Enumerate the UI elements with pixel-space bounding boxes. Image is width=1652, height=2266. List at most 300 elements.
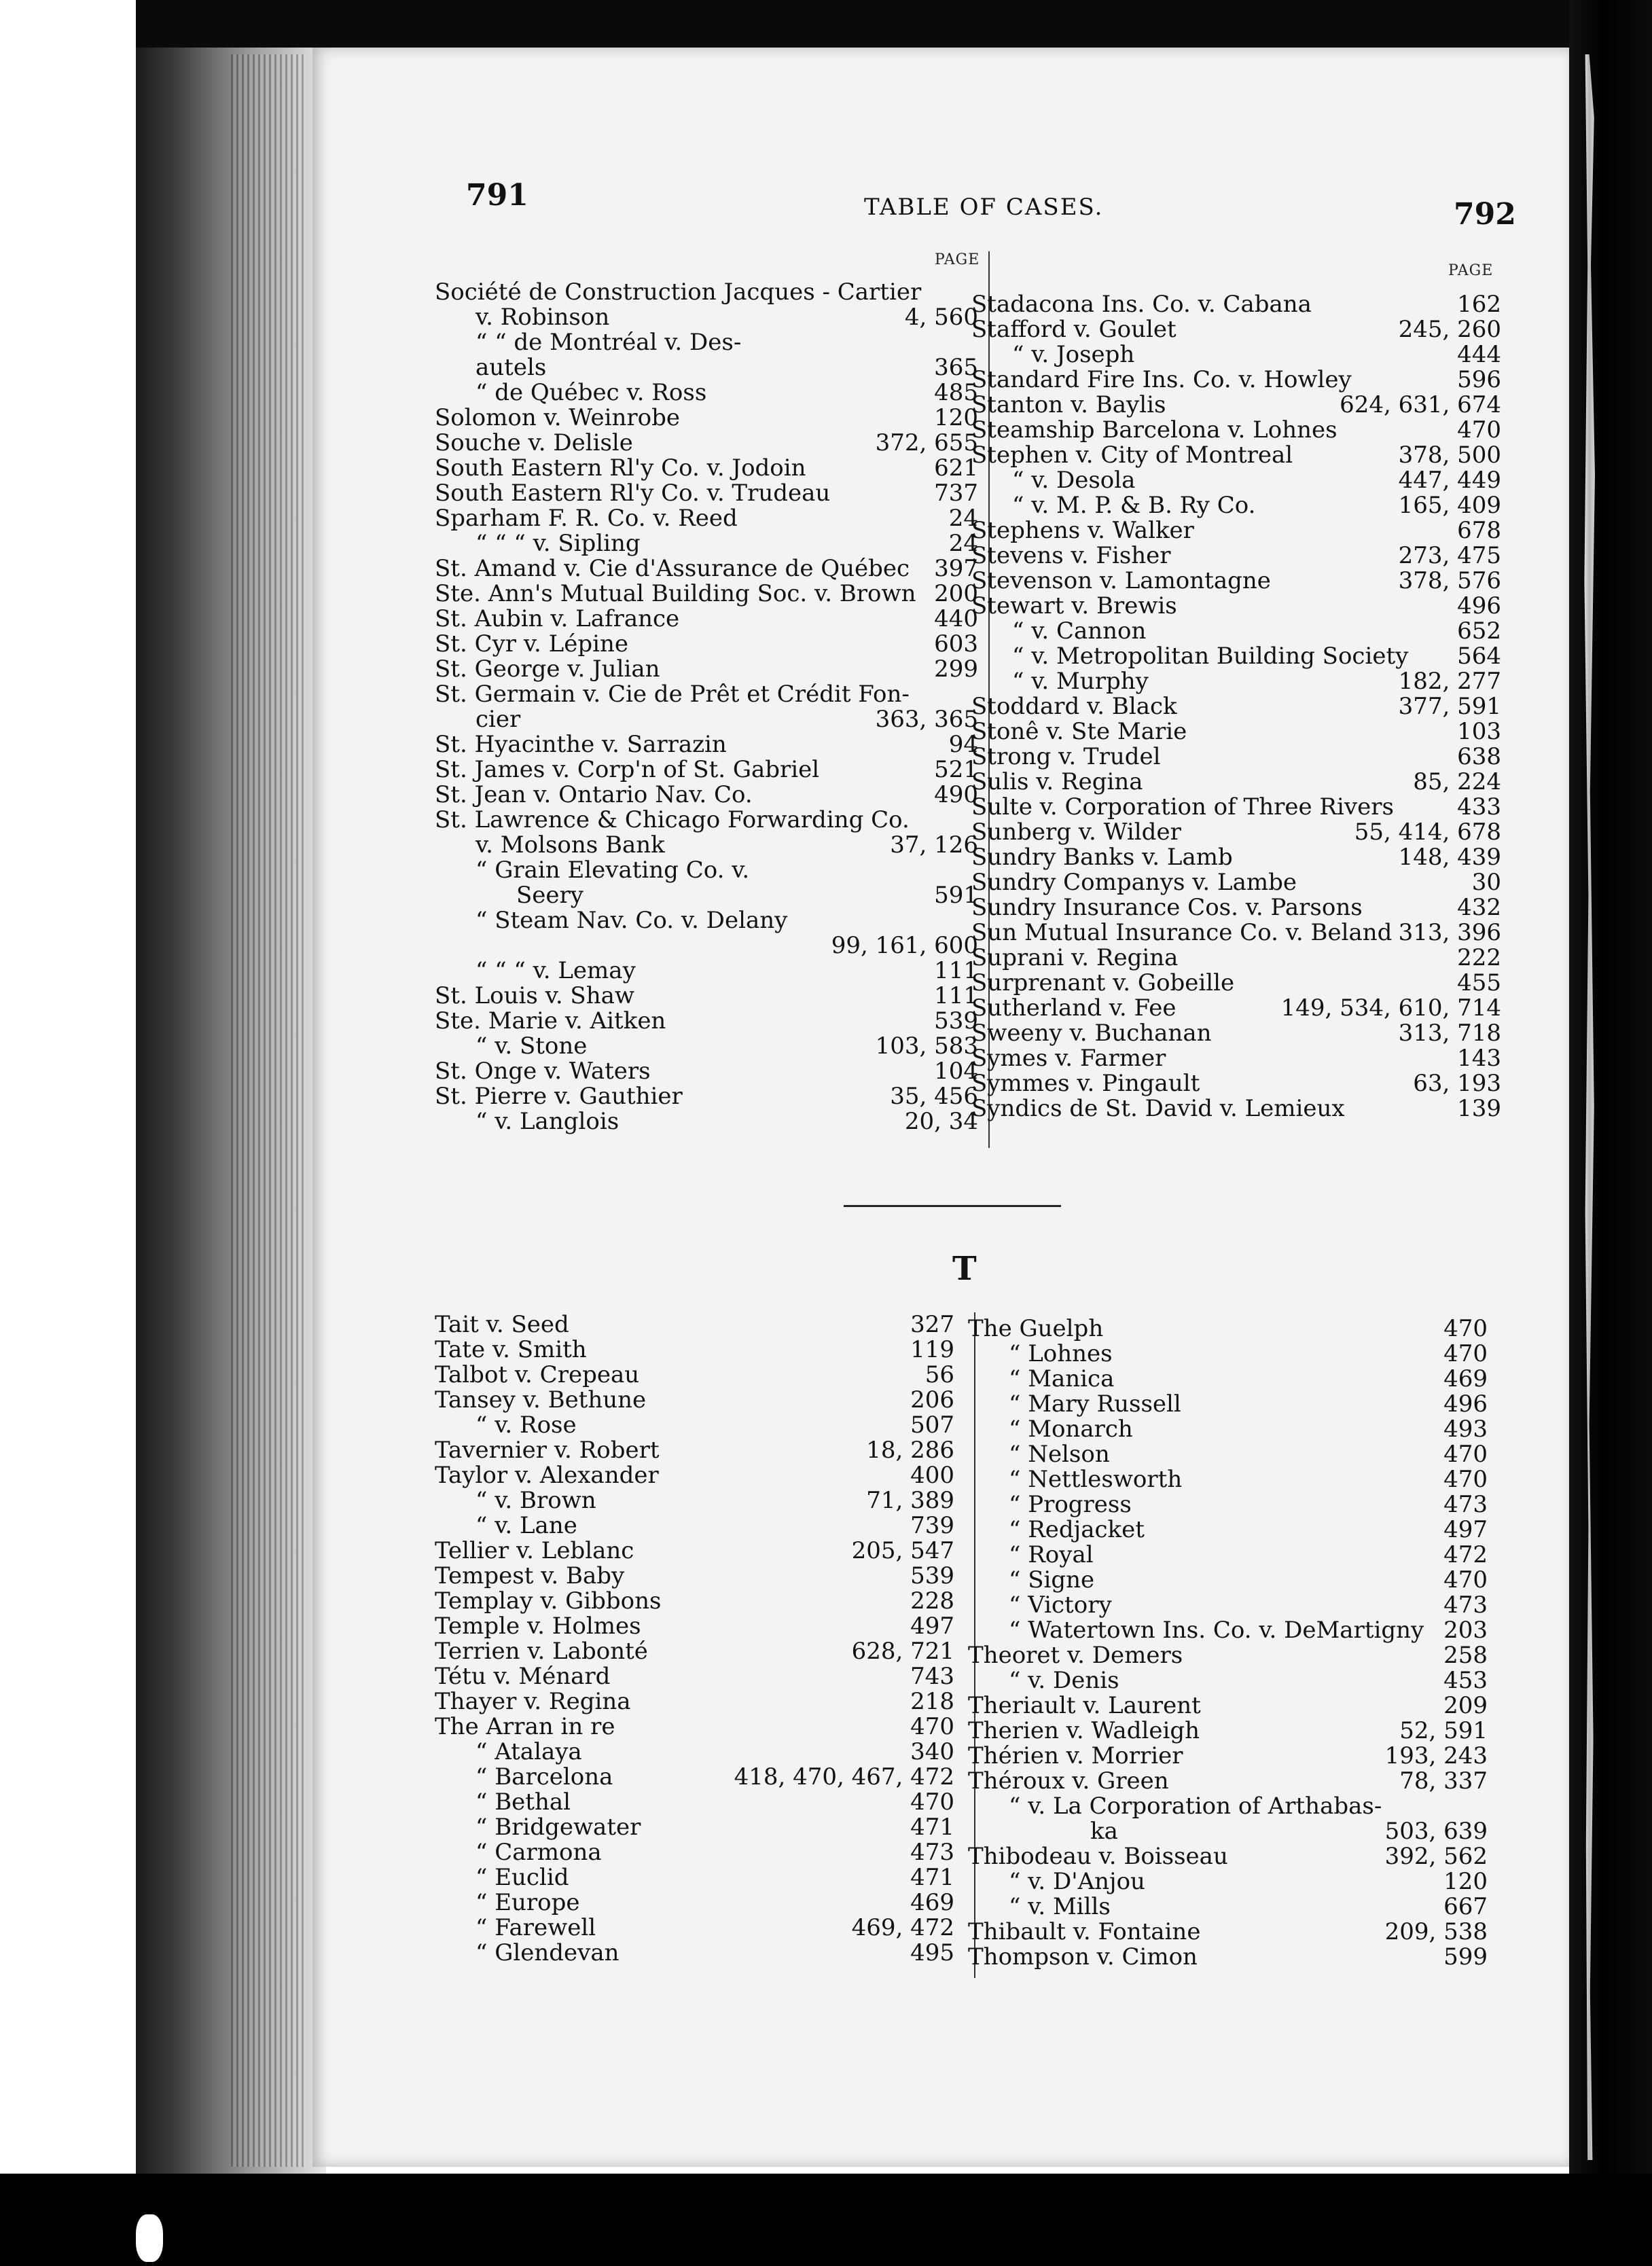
index-entry — [435, 581, 978, 607]
case-name: Sulis v. Regina — [971, 768, 1143, 795]
case-name: St. Hyacinthe v. Sarrazin — [435, 731, 727, 758]
index-entry — [971, 795, 1501, 820]
case-pages: 120 — [934, 404, 978, 431]
case-name: Terrien v. Labonté — [435, 1638, 648, 1665]
index-entry — [435, 1438, 954, 1463]
index-entry — [971, 971, 1501, 996]
case-name: Taylor v. Alexander — [435, 1462, 659, 1489]
case-name: Thibault v. Fontaine — [968, 1918, 1201, 1945]
case-name: “ “ de Montréal v. Des- — [475, 329, 742, 356]
case-name: “ Manica — [1009, 1365, 1115, 1392]
case-name: ka — [1090, 1818, 1118, 1845]
case-name: Syndics de St. David v. Lemieux — [971, 1095, 1345, 1122]
index-entry — [435, 808, 978, 833]
index-entry — [971, 493, 1501, 518]
case-name: “ “ “ v. Sipling — [475, 530, 641, 557]
case-pages: 470 — [1443, 1466, 1488, 1493]
index-entry — [435, 556, 978, 581]
index-entry — [435, 1890, 954, 1916]
case-name: Tavernier v. Robert — [435, 1437, 660, 1464]
case-pages: 209 — [1443, 1692, 1488, 1719]
index-entry — [971, 920, 1501, 946]
case-name: Société de Construction Jacques - Cartier — [435, 278, 922, 306]
scan-margin-left — [0, 0, 136, 2266]
case-name: “ v. Rose — [475, 1411, 577, 1439]
case-pages: 193, 243 — [1384, 1742, 1488, 1769]
case-pages: 652 — [1457, 617, 1501, 645]
case-name: autels — [475, 354, 547, 381]
case-name: Stafford v. Goulet — [971, 316, 1177, 343]
case-name: “ v. Denis — [1009, 1667, 1119, 1694]
case-name: “ Victory — [1009, 1591, 1112, 1619]
book-page-edge-stripes — [231, 54, 306, 2167]
case-name: “ v. Stone — [475, 1032, 588, 1060]
case-name: Symmes v. Pingault — [971, 1070, 1200, 1097]
case-name: “ Redjacket — [1009, 1516, 1145, 1543]
case-pages: 24 — [948, 505, 978, 532]
index-entry — [971, 468, 1501, 493]
index-entry — [435, 456, 978, 481]
case-name: “ v. Langlois — [475, 1108, 620, 1135]
case-name: “ v. Mills — [1009, 1893, 1111, 1920]
case-name: “ Royal — [1009, 1541, 1094, 1568]
case-pages: 432 — [1457, 894, 1501, 921]
case-name: “ Carmona — [475, 1839, 602, 1866]
case-pages: 200 — [934, 580, 978, 607]
index-entry — [435, 1941, 954, 1966]
index-entry — [435, 1413, 954, 1438]
case-name: Seery — [516, 882, 583, 909]
case-name: Strong v. Trudel — [971, 743, 1161, 770]
case-pages: 418, 470, 467, 472 — [734, 1763, 954, 1791]
case-pages: 473 — [910, 1839, 954, 1866]
index-entry — [971, 518, 1501, 543]
index-entry — [435, 958, 978, 984]
case-pages: 596 — [1457, 366, 1501, 393]
case-pages: 78, 337 — [1399, 1767, 1488, 1795]
index-entry — [435, 1564, 954, 1589]
index-entry — [435, 1109, 978, 1134]
index-entry — [971, 1071, 1501, 1096]
case-pages: 440 — [934, 605, 978, 632]
index-entry — [968, 1392, 1488, 1417]
case-pages: 111 — [934, 982, 978, 1009]
case-name: Temple v. Holmes — [435, 1613, 641, 1640]
index-entry — [435, 1714, 954, 1740]
case-pages: 497 — [1443, 1516, 1488, 1543]
case-pages: 143 — [1457, 1045, 1501, 1072]
index-entry — [968, 1744, 1488, 1769]
case-pages: 340 — [910, 1738, 954, 1765]
case-name: Thayer v. Regina — [435, 1688, 631, 1715]
case-pages: 85, 224 — [1413, 768, 1501, 795]
case-pages: 37, 126 — [890, 831, 978, 859]
case-name: Symes v. Farmer — [971, 1045, 1166, 1072]
case-pages: 521 — [934, 756, 978, 783]
case-pages: 470 — [1443, 1566, 1488, 1594]
case-name: “ Steam Nav. Co. v. Delany — [475, 907, 788, 934]
case-pages: 111 — [934, 957, 978, 984]
index-entry — [971, 744, 1501, 770]
index-entry — [971, 770, 1501, 795]
index-entry — [971, 1096, 1501, 1121]
index-entry — [971, 619, 1501, 644]
case-pages: 470 — [1443, 1340, 1488, 1367]
index-entry — [971, 820, 1501, 845]
index-entry — [435, 1363, 954, 1388]
section-letter-t: T — [952, 1250, 977, 1288]
index-entry — [968, 1467, 1488, 1492]
case-name: Thérien v. Morrier — [968, 1742, 1183, 1769]
case-pages: 218 — [910, 1688, 954, 1715]
index-entry — [971, 569, 1501, 594]
index-entry — [968, 1668, 1488, 1693]
index-entry — [968, 1693, 1488, 1719]
index-entry — [968, 1894, 1488, 1920]
case-pages: 667 — [1443, 1893, 1488, 1920]
case-pages: 624, 631, 674 — [1340, 391, 1501, 418]
case-name: Stephens v. Walker — [971, 517, 1194, 544]
index-entry — [435, 1539, 954, 1564]
case-name: “ Barcelona — [475, 1763, 613, 1791]
case-pages: 273, 475 — [1398, 542, 1501, 569]
index-entry — [435, 1337, 954, 1363]
case-pages: 603 — [934, 630, 978, 658]
case-pages: 473 — [1443, 1491, 1488, 1518]
case-pages: 18, 286 — [866, 1437, 954, 1464]
case-pages: 621 — [934, 454, 978, 482]
index-entry — [435, 783, 978, 808]
index-entry — [968, 1869, 1488, 1894]
case-pages: 469, 472 — [851, 1914, 954, 1941]
case-name: “ v. La Corporation of Arthabas- — [1009, 1793, 1382, 1820]
case-name: “ Nettlesworth — [1009, 1466, 1183, 1493]
case-name: The Arran in re — [435, 1713, 615, 1740]
index-entry — [435, 531, 978, 556]
index-entry — [971, 342, 1501, 367]
case-pages: 245, 260 — [1398, 316, 1501, 343]
case-name: Stevens v. Fisher — [971, 542, 1171, 569]
case-pages: 564 — [1457, 643, 1501, 670]
case-name: Stoddard v. Black — [971, 693, 1177, 720]
case-name: Stadacona Ins. Co. v. Cabana — [971, 291, 1312, 318]
index-entry — [971, 669, 1501, 694]
case-pages: 94 — [948, 731, 978, 758]
case-pages: 99, 161, 600 — [831, 932, 978, 959]
case-name: Tellier v. Leblanc — [435, 1537, 634, 1564]
case-name: Stanton v. Baylis — [971, 391, 1166, 418]
case-pages: 392, 562 — [1384, 1843, 1488, 1870]
case-name: St. Onge v. Waters — [435, 1058, 651, 1085]
scan-border-bottom — [0, 2174, 1652, 2266]
index-entry — [435, 1084, 978, 1109]
index-entry — [435, 330, 978, 355]
index-entry — [971, 996, 1501, 1021]
index-entry — [968, 1769, 1488, 1794]
index-entry — [435, 1388, 954, 1413]
case-name: “ Euclid — [475, 1864, 569, 1891]
case-pages: 397 — [934, 555, 978, 582]
index-entry — [971, 1021, 1501, 1046]
index-entry — [968, 1568, 1488, 1593]
case-pages: 119 — [910, 1336, 954, 1363]
case-name: Tait v. Seed — [435, 1311, 569, 1338]
case-name: cier — [475, 706, 521, 733]
case-pages: 433 — [1457, 793, 1501, 821]
case-pages: 377, 591 — [1398, 693, 1501, 720]
case-name: St. Louis v. Shaw — [435, 982, 634, 1009]
case-pages: 453 — [1443, 1667, 1488, 1694]
case-pages: 539 — [910, 1562, 954, 1589]
case-pages: 52, 591 — [1399, 1717, 1488, 1744]
case-name: Thibodeau v. Boisseau — [968, 1843, 1228, 1870]
case-pages: 591 — [934, 882, 978, 909]
index-entry — [968, 1543, 1488, 1568]
index-entry — [435, 1639, 954, 1664]
index-entry — [435, 858, 978, 883]
case-name: “ Bridgewater — [475, 1814, 641, 1841]
case-pages: 20, 34 — [904, 1108, 978, 1135]
index-entry — [435, 355, 978, 380]
index-entry — [435, 607, 978, 632]
case-name: “ v. M. P. & B. Ry Co. — [1012, 492, 1256, 519]
case-name: “ Atalaya — [475, 1738, 582, 1765]
index-entry — [435, 1463, 954, 1488]
index-entry — [971, 594, 1501, 619]
case-pages: 365 — [934, 354, 978, 381]
index-entry — [435, 431, 978, 456]
case-name: Solomon v. Weinrobe — [435, 404, 680, 431]
case-pages: 209, 538 — [1384, 1918, 1488, 1945]
case-name: Ste. Marie v. Aitken — [435, 1007, 666, 1035]
case-name: “ Lohnes — [1009, 1340, 1113, 1367]
case-pages: 400 — [910, 1462, 954, 1489]
case-pages: 30 — [1471, 869, 1501, 896]
scan-border-top — [136, 0, 1569, 48]
case-name: Stevenson v. Lamontagne — [971, 567, 1271, 594]
case-pages: 739 — [910, 1512, 954, 1539]
case-pages: 313, 396 — [1398, 919, 1501, 946]
case-name: Stonê v. Ste Marie — [971, 718, 1187, 745]
case-name: St. Pierre v. Gauthier — [435, 1083, 683, 1110]
case-name: “ Farewell — [475, 1914, 596, 1941]
page-number-left: 791 — [466, 178, 528, 213]
index-entry — [971, 870, 1501, 895]
case-pages: 470 — [1457, 416, 1501, 444]
page-number-right: 792 — [1454, 197, 1516, 232]
index-entry — [435, 1034, 978, 1059]
case-pages: 120 — [1443, 1868, 1488, 1895]
case-name: Steamship Barcelona v. Lohnes — [971, 416, 1337, 444]
case-pages: 472 — [1443, 1541, 1488, 1568]
index-entry — [968, 1492, 1488, 1517]
case-pages: 222 — [1457, 944, 1501, 971]
case-name: Talbot v. Crepeau — [435, 1361, 640, 1388]
case-name: “ Mary Russell — [1009, 1390, 1181, 1418]
case-name: “ Nelson — [1009, 1441, 1110, 1468]
case-pages: 503, 639 — [1384, 1818, 1488, 1845]
case-name: Surprenant v. Gobeille — [971, 969, 1235, 996]
case-pages: 628, 721 — [851, 1638, 954, 1665]
index-entry — [971, 719, 1501, 744]
ink-blot — [136, 2214, 163, 2262]
index-column-s-right — [971, 292, 1501, 1121]
case-name: Théroux v. Green — [968, 1767, 1169, 1795]
case-name: “ Europe — [475, 1889, 580, 1916]
index-entry — [968, 1819, 1488, 1844]
index-entry — [971, 946, 1501, 971]
case-pages: 447, 449 — [1398, 467, 1501, 494]
case-pages: 35, 456 — [890, 1083, 978, 1110]
case-name: “ v. Joseph — [1012, 341, 1135, 368]
case-name: Sun Mutual Insurance Co. v. Beland — [971, 919, 1393, 946]
case-pages: 327 — [910, 1311, 954, 1338]
index-entry — [435, 481, 978, 506]
index-entry — [971, 418, 1501, 443]
index-entry — [435, 682, 978, 707]
index-entry — [971, 393, 1501, 418]
case-pages: 470 — [1443, 1441, 1488, 1468]
case-name: St. Lawrence & Chicago Forwarding Co. — [435, 806, 910, 833]
index-entry — [971, 1046, 1501, 1071]
case-name: “ Signe — [1009, 1566, 1095, 1594]
case-name: Templay v. Gibbons — [435, 1587, 662, 1615]
case-pages: 378, 500 — [1398, 442, 1501, 469]
scan-border-right — [1569, 0, 1652, 2266]
case-pages: 149, 534, 610, 714 — [1280, 994, 1501, 1022]
case-name: St. Jean v. Ontario Nav. Co. — [435, 781, 753, 808]
case-name: Tansey v. Bethune — [435, 1386, 647, 1414]
case-pages: 495 — [910, 1939, 954, 1966]
index-entry — [968, 1844, 1488, 1869]
case-pages: 471 — [910, 1864, 954, 1891]
case-pages: 444 — [1457, 341, 1501, 368]
index-entry — [971, 543, 1501, 569]
case-pages: 4, 560 — [904, 304, 978, 331]
case-name: “ v. Lane — [475, 1512, 577, 1539]
index-entry — [968, 1342, 1488, 1367]
case-name: South Eastern Rl'y Co. v. Trudeau — [435, 480, 831, 507]
case-pages: 737 — [934, 480, 978, 507]
case-pages: 63, 193 — [1413, 1070, 1501, 1097]
case-pages: 455 — [1457, 969, 1501, 996]
case-pages: 104 — [934, 1058, 978, 1085]
case-pages: 182, 277 — [1398, 668, 1501, 695]
case-pages: 103, 583 — [875, 1032, 978, 1060]
case-pages: 363, 365 — [875, 706, 978, 733]
index-entry — [971, 292, 1501, 317]
case-pages: 469 — [910, 1889, 954, 1916]
case-name: St. Germain v. Cie de Prêt et Crédit Fon- — [435, 681, 910, 708]
index-entry — [435, 984, 978, 1009]
index-entry — [971, 694, 1501, 719]
case-name: Theoret v. Demers — [968, 1642, 1183, 1669]
case-name: Sutherland v. Fee — [971, 994, 1177, 1022]
case-pages: 206 — [910, 1386, 954, 1414]
case-pages: 471 — [910, 1814, 954, 1841]
index-entry — [435, 1488, 954, 1513]
case-pages: 258 — [1443, 1642, 1488, 1669]
case-pages: 678 — [1457, 517, 1501, 544]
case-pages: 165, 409 — [1398, 492, 1501, 519]
case-name: Tétu v. Ménard — [435, 1663, 611, 1690]
index-entry — [435, 1815, 954, 1840]
case-name: Stewart v. Brewis — [971, 592, 1177, 619]
case-pages: 299 — [934, 655, 978, 683]
index-entry — [435, 908, 978, 933]
case-name: “ v. Desola — [1012, 467, 1136, 494]
case-name: “ v. Metropolitan Building Society — [1012, 643, 1409, 670]
case-pages: 313, 718 — [1398, 1020, 1501, 1047]
index-entry — [435, 1840, 954, 1865]
index-entry — [435, 883, 978, 908]
index-entry — [435, 1589, 954, 1614]
case-pages: 490 — [934, 781, 978, 808]
index-entry — [435, 406, 978, 431]
index-entry — [968, 1316, 1488, 1342]
case-pages: 496 — [1457, 592, 1501, 619]
index-entry — [971, 317, 1501, 342]
index-entry — [435, 1740, 954, 1765]
case-pages: 56 — [924, 1361, 954, 1388]
index-entry — [971, 367, 1501, 393]
case-name: St. George v. Julian — [435, 655, 660, 683]
index-entry — [435, 1664, 954, 1689]
case-name: Sparham F. R. Co. v. Reed — [435, 505, 738, 532]
case-name: Standard Fire Ins. Co. v. Howley — [971, 366, 1352, 393]
case-pages: 103 — [1457, 718, 1501, 745]
case-name: Sweeny v. Buchanan — [971, 1020, 1212, 1047]
index-entry — [435, 1059, 978, 1084]
case-name: Tate v. Smith — [435, 1336, 587, 1363]
case-pages: 469 — [1443, 1365, 1488, 1392]
section-rule — [844, 1205, 1061, 1207]
case-pages: 496 — [1443, 1390, 1488, 1418]
index-entry — [435, 506, 978, 531]
case-pages: 139 — [1457, 1095, 1501, 1122]
index-entry — [435, 1765, 954, 1790]
index-entry — [968, 1920, 1488, 1945]
case-name: “ Bethal — [475, 1788, 571, 1816]
index-entry — [968, 1417, 1488, 1442]
case-name: Suprani v. Regina — [971, 944, 1179, 971]
case-name: Souche v. Delisle — [435, 429, 633, 456]
index-entry — [968, 1794, 1488, 1819]
case-pages: 55, 414, 678 — [1354, 819, 1501, 846]
case-pages: 507 — [910, 1411, 954, 1439]
index-entry — [435, 933, 978, 958]
index-entry — [968, 1367, 1488, 1392]
case-pages: 539 — [934, 1007, 978, 1035]
case-name: Sunberg v. Wilder — [971, 819, 1181, 846]
case-name: Theriault v. Laurent — [968, 1692, 1201, 1719]
case-pages: 743 — [910, 1663, 954, 1690]
index-entry — [971, 644, 1501, 669]
case-name: “ Monarch — [1009, 1416, 1133, 1443]
index-entry — [968, 1593, 1488, 1618]
column-header-page-right: PAGE — [1448, 262, 1494, 279]
index-column-t-left — [435, 1312, 954, 1966]
case-name: St. Amand v. Cie d'Assurance de Québec — [435, 555, 910, 582]
index-column-t-right — [968, 1316, 1488, 1970]
case-pages: 71, 389 — [866, 1487, 954, 1514]
case-pages: 493 — [1443, 1416, 1488, 1443]
case-name: St. Aubin v. Lafrance — [435, 605, 680, 632]
case-pages: 497 — [910, 1613, 954, 1640]
index-entry — [435, 1689, 954, 1714]
case-name: v. Molsons Bank — [475, 831, 665, 859]
index-entry — [435, 657, 978, 682]
